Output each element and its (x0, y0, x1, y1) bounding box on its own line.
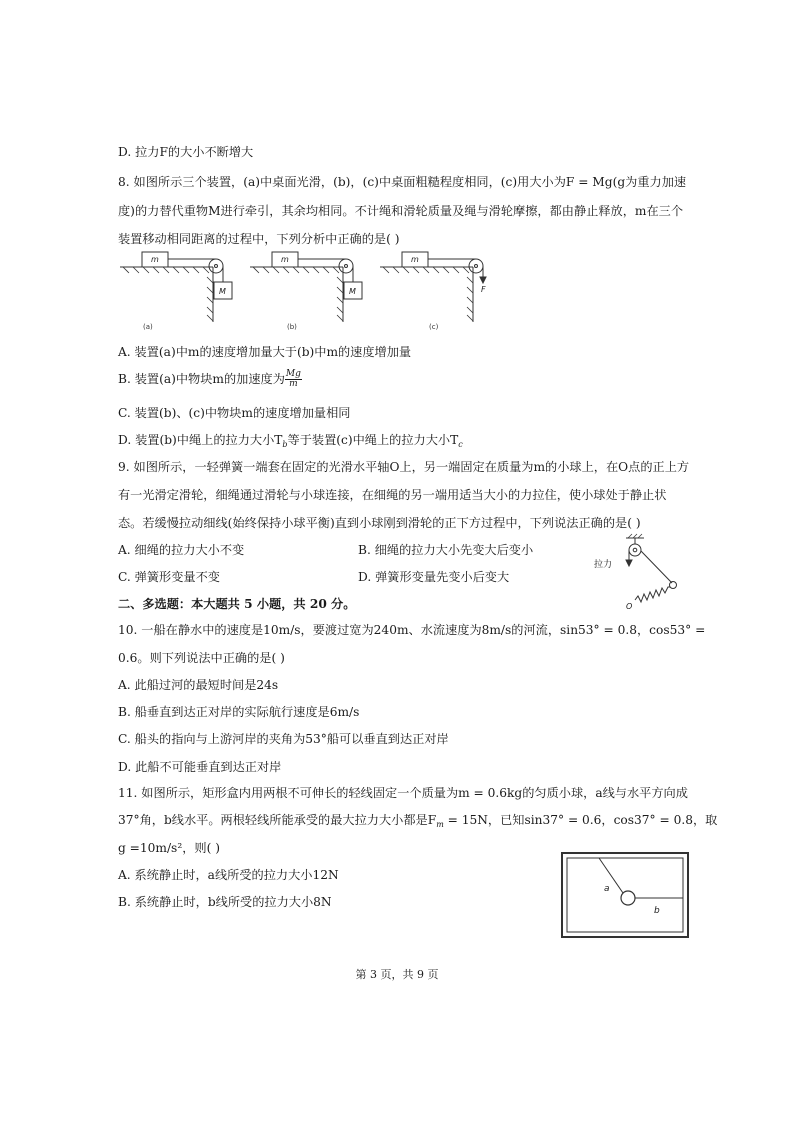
q10-option-b: B. 船垂直到达正对岸的实际航行速度是6m/s (118, 705, 360, 719)
q7-option-d: D. 拉力F的大小不断增大 (118, 145, 254, 159)
q11-line-a (599, 858, 623, 893)
q8-figure (115, 247, 505, 337)
q8-option-c: C. 装置(b)、(c)中物块m的速度增加量相同 (118, 406, 351, 420)
q10-stem-line1: 10. 一船在静水中的速度是10m/s，要渡过宽为240m、水流速度为8m/s的河流，sin53° = 0.8，cos53° = (118, 623, 706, 637)
q11-stem-line1: 11. 如图所示，矩形盒内用两根不可伸长的轻线固定一个质量为m = 0.6kg的匀质小球，a线与水平方向成 (118, 786, 688, 800)
q8-pulley-a (209, 259, 223, 273)
q11-label-a: a (604, 884, 610, 894)
q9-string (641, 551, 672, 583)
q8-stem-line3: 装置移动相同距离的过程中，下列分析中正确的是( ) (118, 232, 400, 246)
q8-option-b (118, 370, 302, 389)
q11-stem-line2-pre: 37°角，b线水平。两根轻线所能承受的最大拉力大小都是F (118, 813, 437, 827)
q10-stem-line2: 0.6。则下列说法中正确的是( ) (118, 651, 285, 665)
q11-stem-line2-post: = 15N，已知sin37° = 0.6，cos37° = 0.8，取 (443, 813, 718, 827)
q11-option-a: A. 系统静止时，a线所受的拉力大小12N (118, 868, 339, 882)
q11-ball (621, 891, 635, 905)
q11-option-b: B. 系统静止时，b线所受的拉力大小8N (118, 895, 332, 909)
q10-option-c: C. 船头的指向与上游河岸的夹角为53°船可以垂直到达正对岸 (118, 732, 449, 746)
q8-sub-c: c (458, 440, 463, 449)
q11-box-outer (562, 853, 688, 937)
q10-option-d: D. 此船不可能垂直到达正对岸 (118, 760, 282, 774)
q8-stem-line2: 度)的力替代重物M进行牵引，其余均相同。不计绳和滑轮质量及绳与滑轮摩擦，都由静止释放，m在三个 (118, 204, 684, 218)
q9-option-a: A. 细绳的拉力大小不变 (118, 543, 245, 557)
q9-option-b: B. 细绳的拉力大小先变大后变小 (358, 543, 534, 557)
q8-sub-b: b (282, 440, 288, 449)
q11-sub-m: m (436, 820, 444, 829)
q8-label-m-b: m (281, 255, 289, 264)
q11-box-inner (567, 858, 683, 932)
page-footer: 第 3 页，共 9 页 (355, 968, 439, 981)
q9-option-d: D. 弹簧形变量先变小后变大 (358, 570, 510, 584)
q9-ball (670, 582, 677, 589)
q8-option-d (118, 432, 463, 453)
q9-pulley (629, 544, 641, 556)
q8-caption-a: (a) (143, 323, 153, 331)
q9-label-pull: 拉力 (594, 560, 613, 570)
q9-stem-line3: 态。若缓慢拉动细线(始终保持小球平衡)直到小球刚到滑轮的正下方过程中，下列说法正确的是( ) (118, 516, 641, 530)
q11-stem-line3: g =10m/s²，则( ) (118, 841, 220, 855)
q9-spring (635, 587, 670, 602)
q9-label-O: O (626, 602, 633, 611)
q8-label-F: F (481, 285, 486, 294)
q8-option-d-pre: D. 装置(b)中绳上的拉力大小T (118, 433, 283, 447)
q9-figure (590, 530, 686, 612)
q9-stem-line1: 9. 如图所示，一轻弹簧一端套在固定的光滑水平轴O上，另一端固定在质量为m的小球上，在O点的正上方 (118, 460, 690, 474)
q9-option-c: C. 弹簧形变量不变 (118, 570, 220, 584)
q9-stem-line2: 有一光滑定滑轮，细绳通过滑轮与小球连接，在细绳的另一端用适当大小的力拉住，使小球处于静止状 (118, 488, 667, 502)
q8-caption-b: (b) (287, 323, 297, 331)
q8-option-b-text: B. 装置(a)中物块m的加速度为 (118, 372, 285, 386)
q8-frac-den: m (289, 379, 298, 389)
q11-stem-line2 (118, 812, 717, 833)
q8-label-M-a: M (219, 287, 226, 296)
section-2-heading: 二、多选题：本大题共 5 小题，共 20 分。 (118, 597, 356, 611)
q8-stem-line1: 8. 如图所示三个装置，(a)中桌面光滑，(b)，(c)中桌面粗糙程度相同，(c)用大小为F = Mg(g为重力加速 (118, 175, 687, 189)
q10-option-a: A. 此船过河的最短时间是24s (118, 678, 279, 692)
q8-pulley-c (469, 259, 483, 273)
q8-caption-c: (c) (429, 323, 439, 331)
q11-figure (560, 851, 692, 941)
q8-option-a: A. 装置(a)中m的速度增加量大于(b)中m的速度增加量 (118, 345, 412, 359)
q8-label-m-a: m (151, 255, 159, 264)
q8-label-M-b: M (349, 287, 356, 296)
q8-option-d-mid: 等于装置(c)中绳上的拉力大小T (287, 433, 459, 447)
q8-frac-num: Mg (285, 369, 301, 379)
q11-label-b: b (654, 906, 660, 916)
q8-option-b-fraction (285, 370, 302, 389)
q8-label-m-c: m (411, 255, 419, 264)
q8-pulley-b (339, 259, 353, 273)
